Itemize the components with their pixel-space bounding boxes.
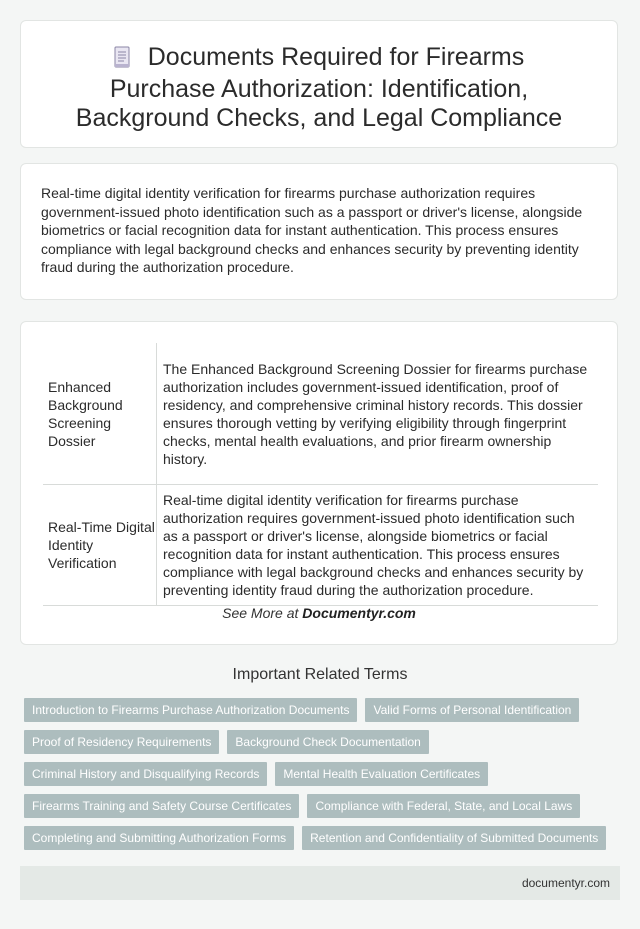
details-table-card: [20, 321, 618, 645]
related-term-tag[interactable]: Retention and Confidentiality of Submitted Documents: [302, 826, 606, 850]
related-term-tag[interactable]: Compliance with Federal, State, and Local Laws: [307, 794, 580, 818]
related-term-tag[interactable]: Background Check Documentation: [227, 730, 428, 754]
related-term-tag[interactable]: Firearms Training and Safety Course Certificates: [24, 794, 299, 818]
title-card: [20, 20, 618, 148]
related-term-tag[interactable]: Completing and Submitting Authorization Forms: [24, 826, 294, 850]
table-row: [43, 343, 598, 485]
row-label: Enhanced Background Screening Dossier: [43, 343, 157, 484]
footer: [20, 866, 620, 900]
see-more: [21, 605, 617, 621]
related-term-tag[interactable]: Proof of Residency Requirements: [24, 730, 219, 754]
related-term-tag[interactable]: Mental Health Evaluation Certificates: [275, 762, 488, 786]
page-title: [21, 21, 617, 133]
related-term-tag[interactable]: Criminal History and Disqualifying Records: [24, 762, 267, 786]
details-table: [43, 343, 598, 606]
footer-site[interactable]: documentyr.com: [521, 876, 610, 890]
related-term-tag[interactable]: Valid Forms of Personal Identification: [365, 698, 579, 722]
document-icon: [114, 46, 130, 75]
table-row: [43, 485, 598, 606]
summary-text: Real-time digital identity verification for firearms purchase authorization requires government-issued photo identification such as a passport or driver's license, alongside biometrics or facial recognition data for instant authentication. This process ensures compliance with legal background checks and enhances security by preventing identity fraud during the authorization procedure.: [41, 185, 583, 275]
related-term-tag[interactable]: Introduction to Firearms Purchase Authorization Documents: [24, 698, 357, 722]
row-description: Real-time digital identity verification for firearms purchase authorization requires government-issued photo identification such as a passport or driver's license, alongside biometrics or facial recognition data for instant authentication. This process ensures compliance with legal background checks and enhances security by preventing identity fraud during the authorization procedure.: [163, 492, 584, 598]
summary-card: [20, 163, 618, 300]
row-label: Real-Time Digital Identity Verification: [43, 485, 157, 605]
row-description: The Enhanced Background Screening Dossier for firearms purchase authorization includes government-issued identification, proof of residency, and comprehensive criminal history records. This dossier ensures thorough vetting by verifying eligibility through fingerprint checks, mental health evaluations, and prior firearm ownership history.: [163, 360, 588, 467]
related-terms-title: Important Related Terms: [232, 666, 408, 683]
see-more-prefix: See More at: [222, 605, 303, 621]
related-terms-tags: [24, 698, 624, 858]
page-title-text: Documents Required for Firearms Purchase Authorization: Identification, Background Checks, and Legal Compliance: [75, 43, 563, 132]
see-more-link[interactable]: Documentyr.com: [302, 605, 416, 621]
